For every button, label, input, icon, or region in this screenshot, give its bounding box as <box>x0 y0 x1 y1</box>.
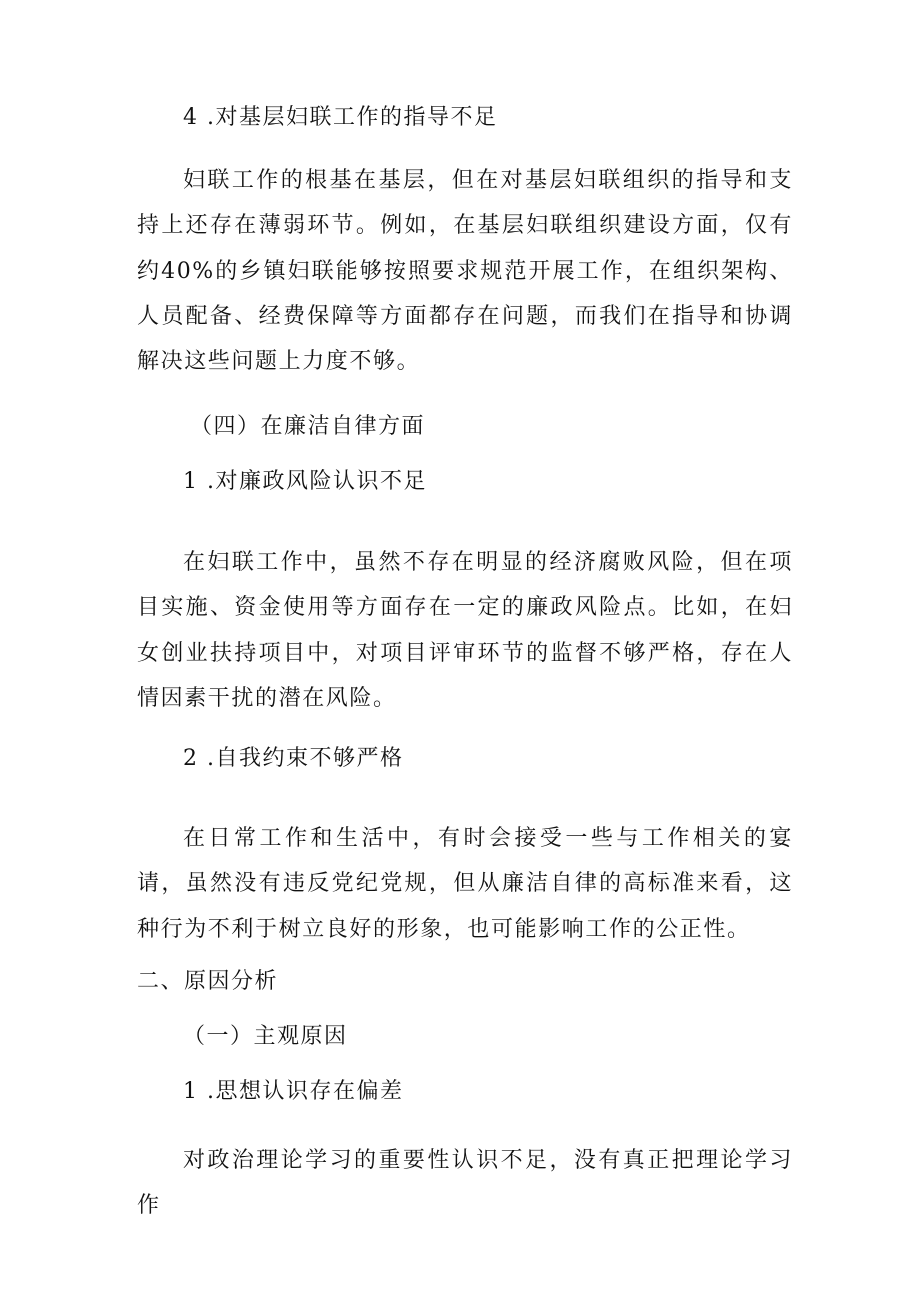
subheading-risk-awareness: 1 .对廉政风险认识不足 <box>183 469 427 494</box>
paragraph-grassroots-guidance: 妇联工作的根基在基层，但在对基层妇联组织的指导和支持上还存在薄弱环节。例如，在基层妇联组织建设方面，仅有约40%的乡镇妇联能够按照要求规范开展工作，在组织架构、人员配备、经费保障等方面都存在问题，而我们在指导和协调解决这些问题上力度不够。 <box>137 168 793 375</box>
part-heading-cause-analysis: 二、原因分析 <box>137 969 279 994</box>
paragraph-integrity-risk: 在妇联工作中，虽然不存在明显的经济腐败风险，但在项目实施、资金使用等方面存在一定的廉政风险点。比如，在妇女创业扶持项目中，对项目评审环节的监督不够严格，存在人情因素干扰的潜在风险。 <box>137 550 793 711</box>
paragraph-theory-study: 对政治理论学习的重要性认识不足，没有真正把理论学习作 <box>137 1148 793 1219</box>
subheading-guidance-insufficient: 4 .对基层妇联工作的指导不足 <box>183 105 498 130</box>
section-heading-integrity: （四）在廉洁自律方面 <box>190 414 426 439</box>
subheading-ideological-deviation: 1 .思想认识存在偏差 <box>183 1079 404 1104</box>
section-heading-subjective-causes: （一）主观原因 <box>183 1024 348 1049</box>
subheading-self-discipline: 2 .自我约束不够严格 <box>183 746 404 771</box>
paragraph-self-discipline: 在日常工作和生活中，有时会接受一些与工作相关的宴请，虽然没有违反党纪党规，但从廉洁自律的高标准来看，这种行为不利于树立良好的形象，也可能影响工作的公正性。 <box>137 826 793 942</box>
